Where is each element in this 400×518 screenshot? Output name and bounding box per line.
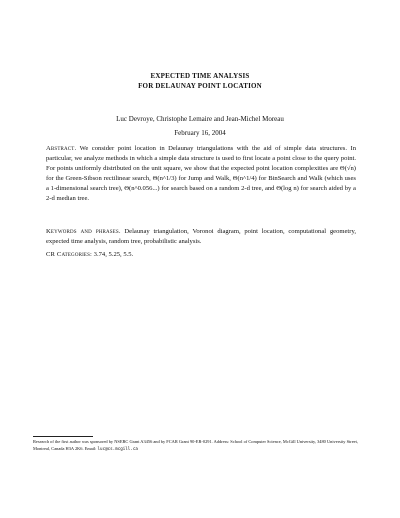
keywords-text: Delaunay triangulation, Voronoi diagram, point location, computational geometry, expected time analysis, random tree, probabilistic analysis. <box>46 228 356 245</box>
cr-categories-label: CR Categories: <box>46 251 92 258</box>
keywords-label: Keywords and phrases. <box>46 228 121 235</box>
cr-categories-section <box>46 250 356 260</box>
footnote <box>33 438 363 452</box>
title-line-2: FOR DELAUNAY POINT LOCATION <box>138 82 262 90</box>
title-line-1: EXPECTED TIME ANALYSIS <box>150 72 250 80</box>
footnote-text: Research of the first author was sponsored by NSERC Grant A3456 and by FCAR Grant 90-ER-0291. Address: School of Computer Science, McGill University, 3480 University Street, Montreal, Canada H3A 2K6. Email: <box>33 439 358 451</box>
paper-title <box>0 71 400 91</box>
keywords-section <box>46 227 356 247</box>
abstract-label: Abstract. <box>46 145 77 152</box>
paper-date: February 16, 2004 <box>174 129 226 137</box>
cr-categories-text: 3.74, 5.25, 5.5. <box>93 251 134 258</box>
footnote-email: luc@cs.mcgill.ca <box>97 446 138 451</box>
author-list: Luc Devroye, Christophe Lemaire and Jean-Michel Moreau <box>116 115 284 123</box>
abstract-text: We consider point location in Delaunay triangulations with the aid of simple data structures. In particular, we analyze methods in which a simple data structure is used to first locate a point close to the query point. For points uniformly distributed on the unit square, we show that the expected point location complexities are Θ(√n) for the Green-Sibson rectilinear search, Θ(n^1/3) for Jump and Walk, Θ(n^1/4) for BinSearch and Walk (which uses a 1-dimensional search tree), Θ(n^0.056...) for search based on a random 2-d tree, and Θ(log n) for search aided by a 2-d median tree. <box>46 145 356 202</box>
abstract-section <box>46 144 356 204</box>
footnote-divider <box>33 436 93 437</box>
